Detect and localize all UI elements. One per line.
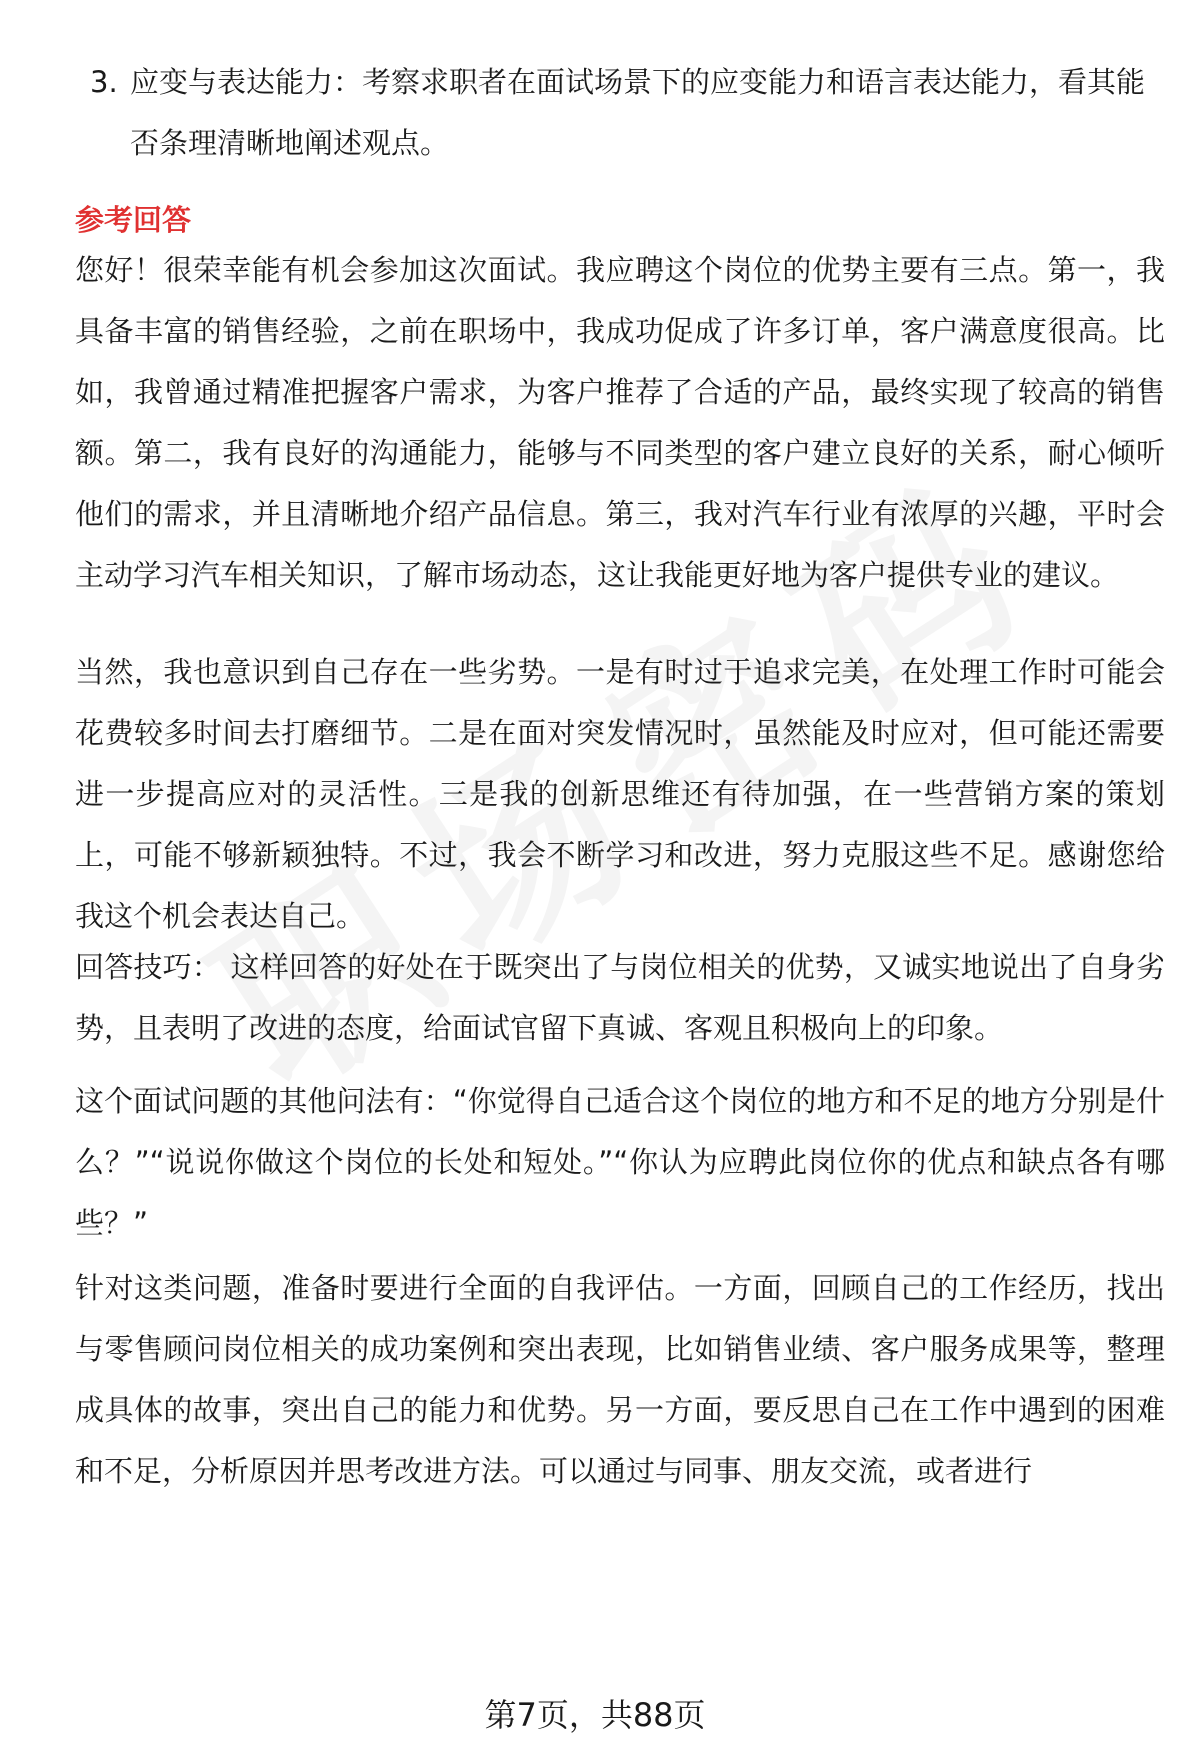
page-number-footer: 第7页，共88页 [484,1696,706,1734]
paragraph-answer-weaknesses: 当然，我也意识到自己存在一些劣势。一是有时过于追求完美，在处理工作时可能会花费较多时间去打磨细节。二是在面对突发情况时，虽然能及时应对，但可能还需要进一步提高应对的灵活性。三是我的创新思维还有待加强，在一些营销方案的策划上，可能不够新颖独特。不过，我会不断学习和改进，努力克服这些不足。感谢您给我这个机会表达自己。 [75,655,1165,933]
paragraph-answer-tips: 回答技巧： 这样回答的好处在于既突出了与岗位相关的优势，又诚实地说出了自身劣势，且表明了改进的态度，给面试官留下真诚、客观且积极向上的印象。 [75,950,1165,1045]
paragraph-alternative-questions: 这个面试问题的其他问法有：“你觉得自己适合这个岗位的地方和不足的地方分别是什么？”“说说你做这个岗位的长处和短处。”“你认为应聘此岗位你的优点和缺点各有哪些？” [75,1084,1165,1240]
paragraph-answer-strengths: 您好！很荣幸能有机会参加这次面试。我应聘这个岗位的优势主要有三点。第一，我具备丰富的销售经验，之前在职场中，我成功促成了许多订单，客户满意度很高。比如，我曾通过精准把握客户需求，为客户推荐了合适的产品，最终实现了较高的销售额。第二，我有良好的沟通能力，能够与不同类型的客户建立良好的关系，耐心倾听他们的需求，并且清晰地介绍产品信息。第三，我对汽车行业有浓厚的兴趣，平时会主动学习汽车相关知识，了解市场动态，这让我能更好地为客户提供专业的建议。 [75,253,1165,592]
list-item [90,52,1165,174]
answer-heading: 参考回答 [75,203,192,237]
numbered-list [90,52,1165,174]
list-item-text: 应变与表达能力：考察求职者在面试场景下的应变能力和语言表达能力，看其能否条理清晰地阐述观点。 [130,65,1146,160]
list-item-number: 3. [90,65,118,99]
paragraph-preparation: 针对这类问题，准备时要进行全面的自我评估。一方面，回顾自己的工作经历，找出与零售顾问岗位相关的成功案例和突出表现，比如销售业绩、客户服务成果等，整理成具体的故事，突出自己的能力和优势。另一方面，要反思自己在工作中遇到的困难和不足，分析原因并思考改进方法。可以通过与同事、朋友交流，或者进行 [75,1271,1165,1488]
